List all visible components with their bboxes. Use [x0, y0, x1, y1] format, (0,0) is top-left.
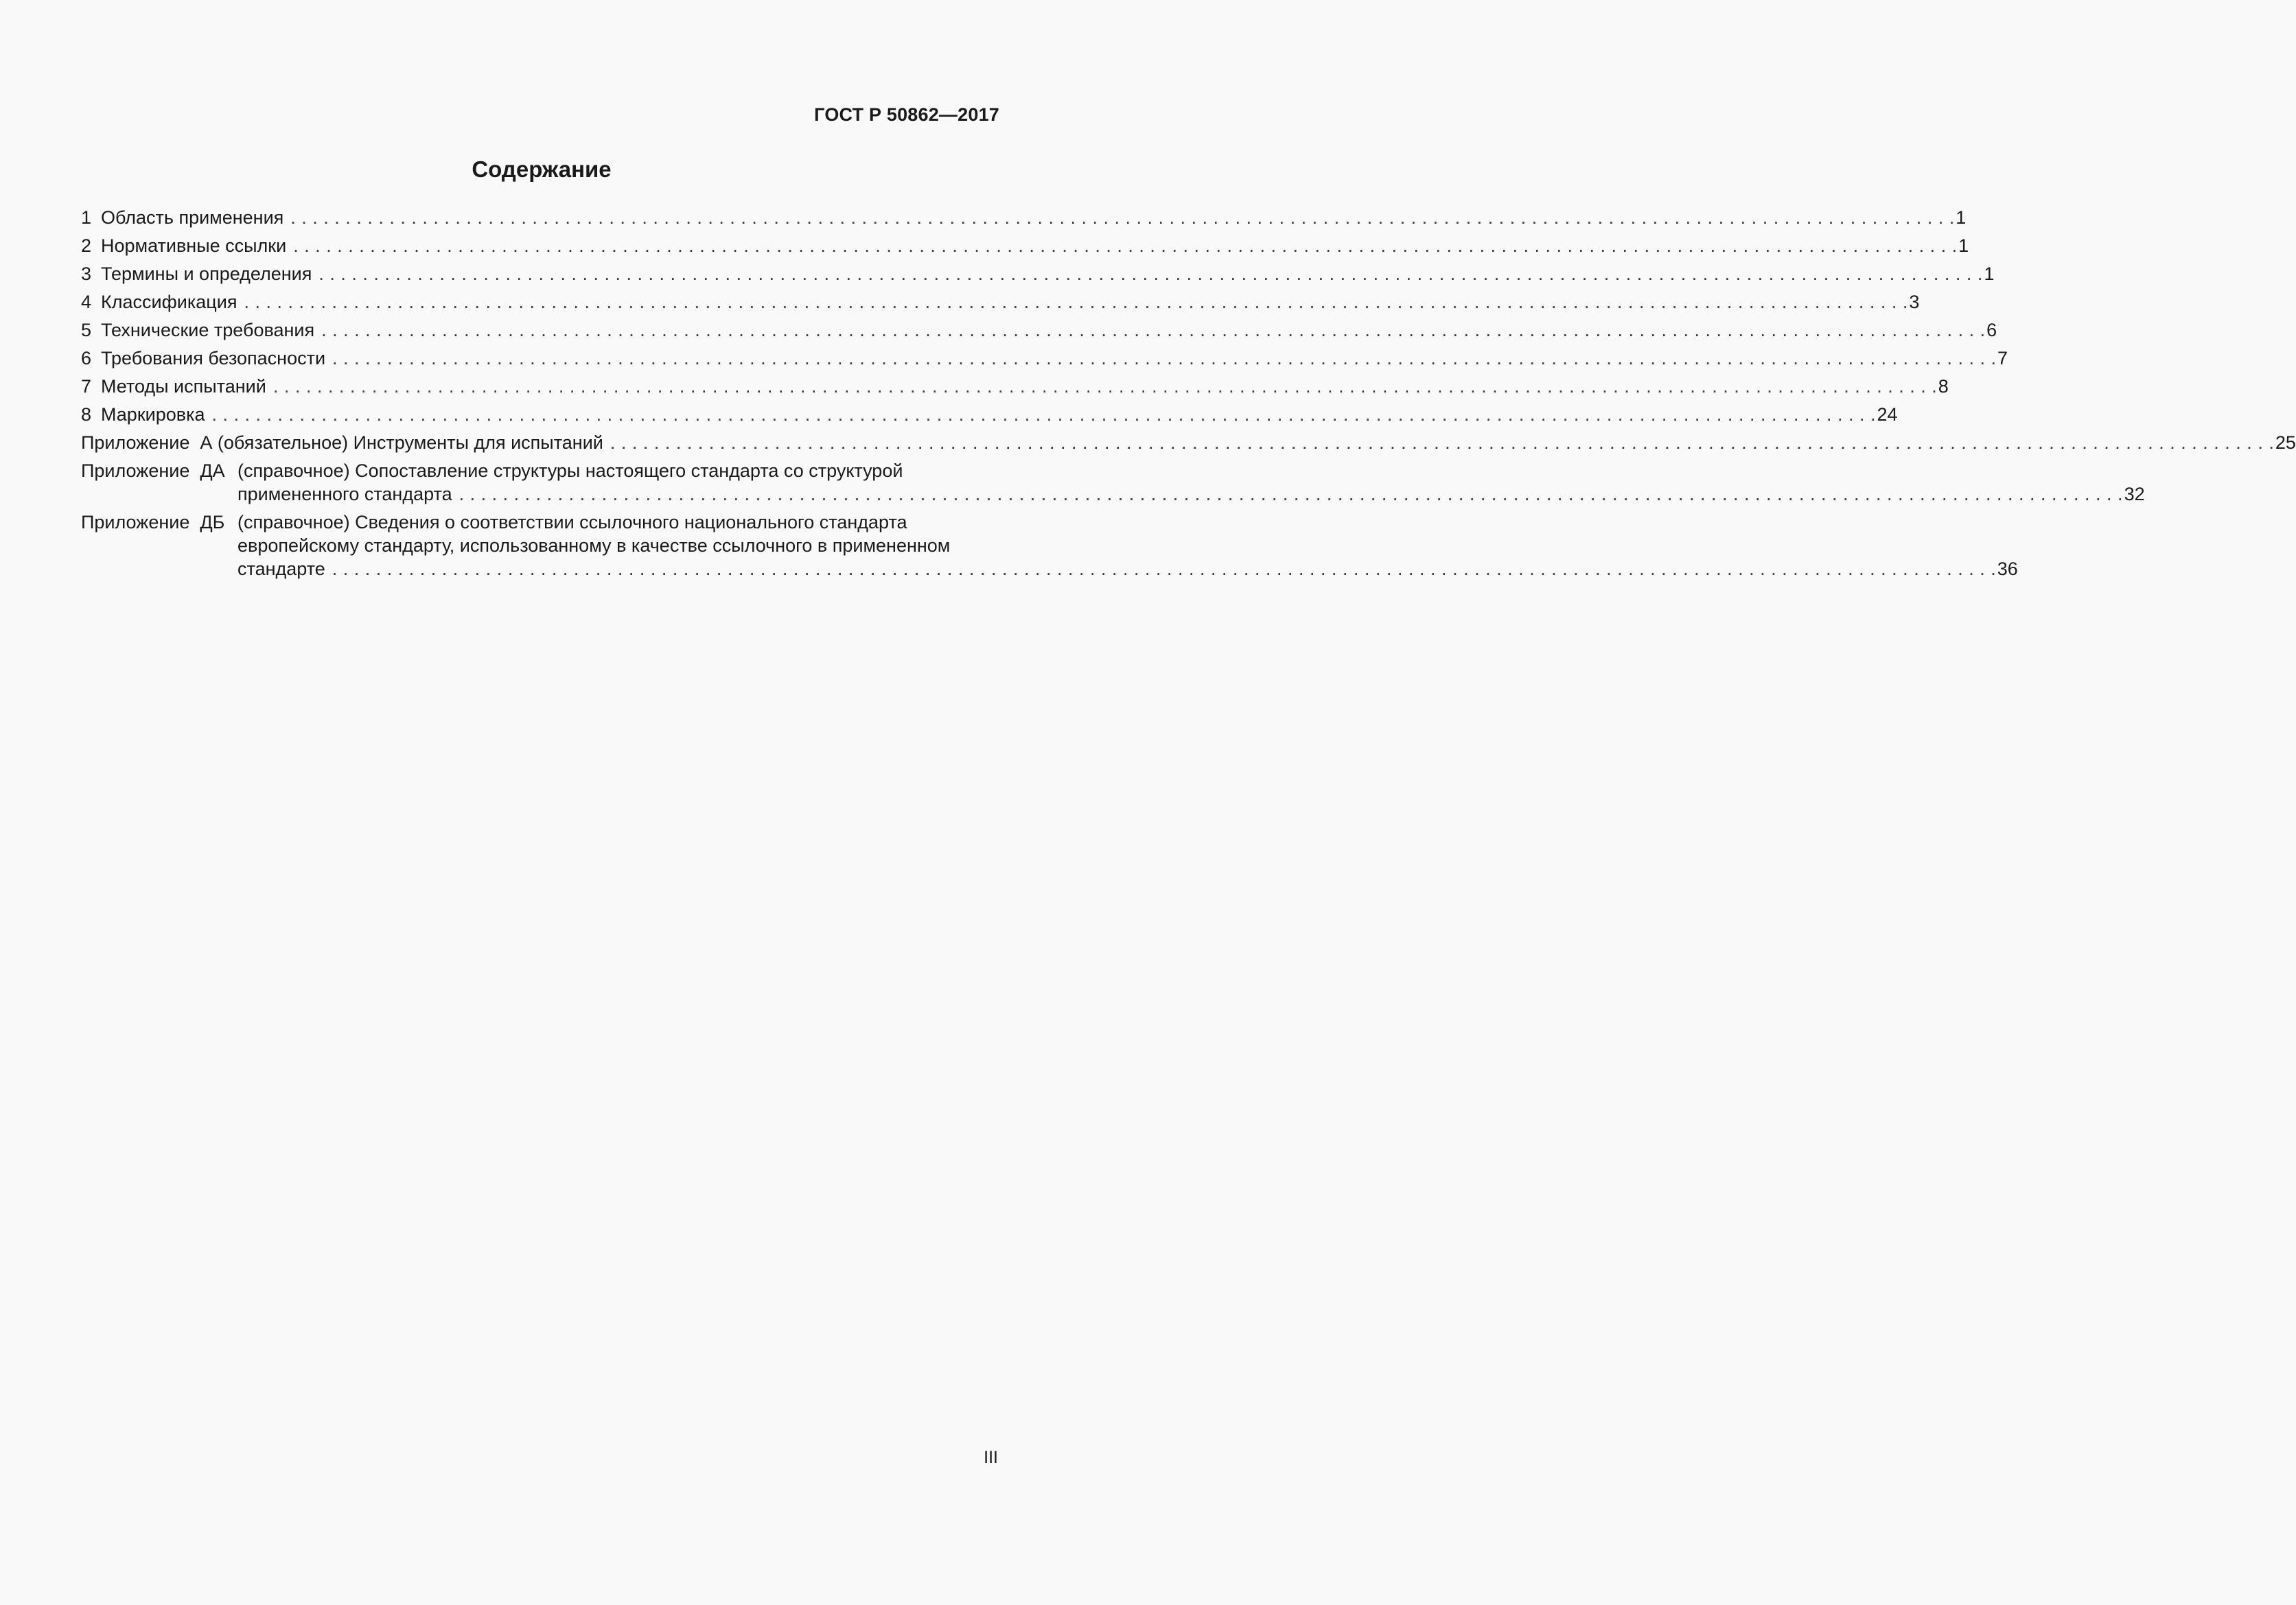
toc-entry-1[interactable]: [81, 206, 1967, 229]
toc-entry-5[interactable]: [81, 318, 1997, 342]
toc-entry-number: 2: [81, 235, 92, 256]
toc-entry-6[interactable]: [81, 347, 2008, 370]
toc-entry-title: Маркировка: [101, 404, 205, 425]
document-code: ГОСТ Р 50862—2017: [814, 104, 999, 125]
toc-entry-number: 5: [81, 320, 92, 340]
toc-entry-4[interactable]: [81, 290, 1920, 314]
appendix-a-label: Приложение А: [81, 432, 213, 453]
appendix-db-last-line: [237, 557, 2018, 581]
toc-entry-number: 8: [81, 404, 92, 425]
toc-entry-title: Термины и определения: [101, 263, 312, 284]
dot-leader: [610, 431, 2274, 454]
toc-entry-appendix-da[interactable]: [81, 459, 2145, 506]
dot-leader: [332, 347, 1996, 370]
toc-entry-8[interactable]: [81, 403, 1898, 426]
table-of-contents: [81, 206, 2296, 585]
toc-entry-page: 3: [1909, 292, 1920, 312]
toc-entry-page: 32: [2124, 484, 2145, 504]
toc-entry-number: 4: [81, 292, 92, 312]
toc-entry-page: 8: [1938, 376, 1949, 397]
appendix-db-label: Приложение ДБ: [81, 512, 225, 532]
page-number: III: [984, 1448, 998, 1467]
toc-entry-page: 25: [2275, 432, 2296, 453]
appendix-da-label: Приложение ДА: [81, 460, 225, 481]
toc-entry-appendix-db[interactable]: [81, 511, 2018, 581]
toc-entry-title: Технические требования: [101, 320, 315, 340]
toc-entry-number: 3: [81, 263, 92, 284]
appendix-db-body: [237, 511, 2018, 581]
dot-leader: [244, 290, 1907, 314]
dot-leader: [459, 482, 2123, 506]
toc-entry-page: 1: [1958, 235, 1969, 256]
toc-entry-2[interactable]: [81, 234, 1969, 257]
toc-entry-title: Нормативные ссылки: [101, 235, 287, 256]
toc-entry-page: 1: [1956, 207, 1967, 228]
toc-entry-page: 24: [1877, 404, 1898, 425]
appendix-da-last-line: [237, 482, 2145, 506]
dot-leader: [290, 206, 1954, 229]
appendix-da-body: [237, 459, 2145, 506]
toc-entry-appendix-a[interactable]: [81, 431, 2296, 454]
toc-entry-7[interactable]: [81, 375, 1949, 398]
appendix-db-title-line-1: (справочное) Сведения о соответствии ссылочного национального стандарта: [237, 512, 907, 532]
toc-entry-title: Область применения: [101, 207, 284, 228]
toc-entry-title: Методы испытаний: [101, 376, 266, 397]
appendix-a-title: (обязательное) Инструменты для испытаний: [212, 432, 603, 453]
dot-leader: [293, 234, 1957, 257]
toc-entry-number: 6: [81, 348, 92, 368]
toc-entry-title: Требования безопасности: [101, 348, 326, 368]
toc-entry-3[interactable]: [81, 262, 1995, 285]
toc-entry-page: 36: [1997, 559, 2018, 579]
appendix-db-title-line-2: европейскому стандарту, использованному в качестве ссылочного в примененном: [237, 535, 951, 556]
toc-entry-page: 6: [1986, 320, 1997, 340]
dot-leader: [332, 557, 1996, 581]
dot-leader: [318, 262, 1982, 285]
toc-heading: Содержание: [472, 156, 612, 182]
toc-entry-title: Классификация: [101, 292, 237, 312]
dot-leader: [321, 318, 1985, 342]
toc-entry-page: 1: [1984, 263, 1995, 284]
appendix-db-title-line-3: стандарте: [237, 559, 325, 579]
appendix-da-title-line-2: примененного стандарта: [237, 484, 452, 504]
dot-leader: [212, 403, 1876, 426]
toc-entry-number: 7: [81, 376, 92, 397]
toc-entry-page: 7: [1997, 348, 2008, 368]
dot-leader: [273, 375, 1937, 398]
toc-entry-number: 1: [81, 207, 92, 228]
appendix-da-title-line-1: (справочное) Сопоставление структуры настоящего стандарта со структурой: [237, 460, 903, 481]
